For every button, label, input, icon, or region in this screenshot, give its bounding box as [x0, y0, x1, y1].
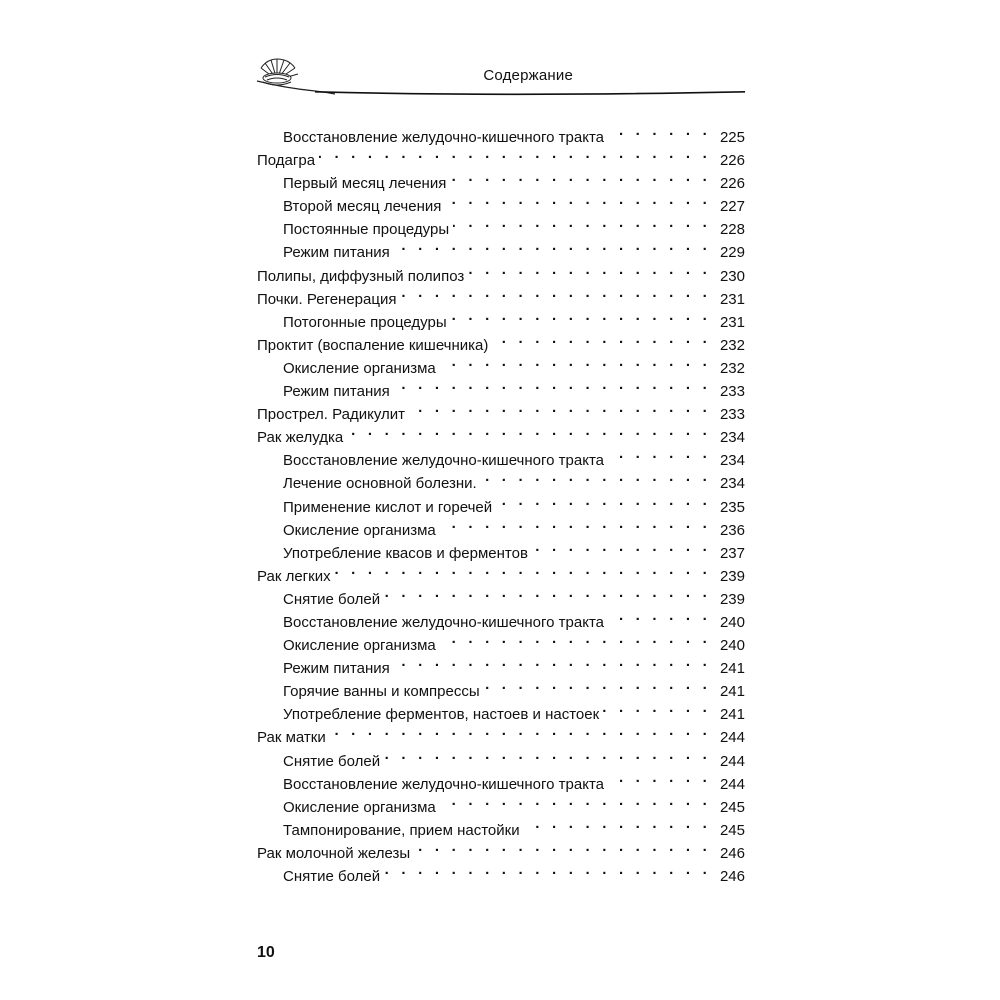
toc-entry-page: 231: [719, 313, 745, 331]
toc-entry-title: Восстановление желудочно-кишечного тракта: [283, 613, 604, 631]
toc-entry-page: 234: [719, 475, 745, 493]
toc-entry-page: 231: [719, 290, 745, 308]
toc-dot-leader: [445, 188, 711, 211]
toc-dot-leader: [394, 373, 711, 396]
toc-entry-page: 233: [719, 406, 745, 424]
toc-entry[interactable]: [257, 719, 745, 747]
toc-entry-page: 225: [719, 129, 745, 146]
table-of-contents: [257, 119, 745, 885]
toc-entry-title: Восстановление желудочно-кишечного тракта: [283, 452, 604, 470]
toc-entry-page: 228: [719, 221, 745, 239]
toc-entry[interactable]: [257, 142, 745, 170]
toc-dot-leader: [384, 858, 711, 881]
toc-entry-page: 241: [719, 683, 745, 701]
toc-entry-title: Первый месяц лечения: [283, 175, 447, 193]
toc-dot-leader: [440, 627, 711, 650]
toc-entry-title: Снятие болей: [283, 590, 381, 608]
toc-dot-leader: [608, 119, 711, 142]
toc-entry[interactable]: [257, 119, 745, 146]
toc-entry-title: Подагра: [257, 152, 316, 170]
toc-entry-page: 245: [719, 821, 745, 839]
toc-entry-page: 241: [719, 706, 745, 724]
toc-dot-leader: [496, 489, 711, 512]
toc-entry-page: 226: [719, 175, 745, 193]
toc-entry-title: Лечение основной болезни.: [283, 475, 477, 493]
toc-dot-leader: [532, 535, 711, 558]
toc-entry-page: 240: [719, 637, 745, 655]
toc-entry-title: Режим питания: [283, 660, 390, 678]
toc-dot-leader: [481, 465, 711, 488]
toc-entry-page: 244: [719, 775, 745, 793]
toc-dot-leader: [384, 581, 711, 604]
toc-entry-page: 230: [719, 267, 745, 285]
toc-entry-title: Горячие ванны и компрессы: [283, 683, 480, 701]
toc-dot-leader: [608, 442, 711, 465]
toc-entry-page: 232: [719, 336, 745, 354]
toc-dot-leader: [451, 304, 711, 327]
toc-entry-title: Второй месяц лечения: [283, 198, 442, 216]
toc-dot-leader: [409, 396, 711, 419]
toc-entry-page: 233: [719, 383, 745, 401]
toc-entry-page: 235: [719, 498, 745, 516]
toc-dot-leader: [524, 812, 711, 835]
toc-entry-page: 237: [719, 544, 745, 562]
toc-entry-title: Полипы, диффузный полипоз: [257, 267, 465, 285]
toc-entry-page: 239: [719, 590, 745, 608]
toc-dot-leader: [330, 719, 711, 742]
toc-dot-leader: [484, 673, 711, 696]
toc-entry-title: Снятие болей: [283, 752, 381, 770]
toc-entry-page: 244: [719, 729, 745, 747]
toc-entry-page: 229: [719, 244, 745, 262]
toc-dot-leader: [335, 558, 711, 581]
toc-entry[interactable]: [257, 743, 745, 770]
toc-dot-leader: [440, 350, 711, 373]
toc-entry-page: 244: [719, 752, 745, 770]
toc-dot-leader: [453, 211, 711, 234]
toc-entry-title: Окисление организма: [283, 637, 436, 655]
toc-dot-leader: [608, 604, 711, 627]
toc-entry-title: Восстановление желудочно-кишечного тракта: [283, 129, 604, 146]
toc-entry-page: 232: [719, 359, 745, 377]
toc-dot-leader: [603, 696, 711, 719]
toc-entry-page: 245: [719, 798, 745, 816]
page-number: 10: [257, 944, 275, 961]
toc-entry-title: Тампонирование, прием настойки: [283, 821, 520, 839]
toc-entry-title: Потогонные процедуры: [283, 313, 447, 331]
toc-dot-leader: [394, 650, 711, 673]
toc-entry-title: Окисление организма: [283, 359, 436, 377]
toc-dot-leader: [440, 789, 711, 812]
toc-entry-page: 239: [719, 567, 745, 585]
toc-entry-title: Проктит (воспаление кишечника): [257, 336, 489, 354]
toc-entry-page: 226: [719, 152, 745, 170]
toc-entry-title: Окисление организма: [283, 521, 436, 539]
toc-entry-page: 236: [719, 521, 745, 539]
toc-dot-leader: [414, 835, 711, 858]
toc-entry-page: 234: [719, 429, 745, 447]
toc-entry-page: 241: [719, 660, 745, 678]
toc-entry-title: Почки. Регенерация: [257, 290, 397, 308]
toc-entry-title: Снятие болей: [283, 868, 381, 885]
toc-entry-title: Рак легких: [257, 567, 331, 585]
toc-entry-title: Употребление квасов и ферментов: [283, 544, 528, 562]
toc-entry-page: 234: [719, 452, 745, 470]
header-title: Содержание: [483, 67, 573, 84]
toc-entry-title: Рак желудка: [257, 429, 344, 447]
toc-entry-title: Применение кислот и горечей: [283, 498, 493, 516]
toc-dot-leader: [400, 281, 711, 304]
toc-dot-leader: [492, 327, 711, 350]
toc-dot-leader: [468, 258, 711, 281]
toc-dot-leader: [450, 165, 711, 188]
toc-entry-title: Употребление ферментов, настоев и настоек: [283, 706, 600, 724]
toc-dot-leader: [608, 766, 711, 789]
running-header: [255, 58, 745, 100]
toc-dot-leader: [440, 512, 711, 535]
toc-entry-page: 246: [719, 844, 745, 862]
toc-dot-leader: [384, 743, 711, 766]
toc-entry[interactable]: [257, 165, 745, 193]
toc-entry-title: Рак матки: [257, 729, 326, 747]
toc-entry-page: 240: [719, 613, 745, 631]
toc-dot-leader: [347, 419, 711, 442]
toc-entry-page: 227: [719, 198, 745, 216]
toc-entry-title: Окисление организма: [283, 798, 436, 816]
toc-dot-leader: [394, 234, 711, 257]
toc-entry-title: Режим питания: [283, 244, 390, 262]
toc-entry-title: Прострел. Радикулит: [257, 406, 405, 424]
toc-dot-leader: [319, 142, 711, 165]
toc-entry-title: Восстановление желудочно-кишечного тракта: [283, 775, 604, 793]
toc-entry-title: Рак молочной железы: [257, 844, 411, 862]
toc-entry-title: Постоянные процедуры: [283, 221, 450, 239]
toc-entry-title: Режим питания: [283, 383, 390, 401]
toc-entry-page: 246: [719, 868, 745, 885]
